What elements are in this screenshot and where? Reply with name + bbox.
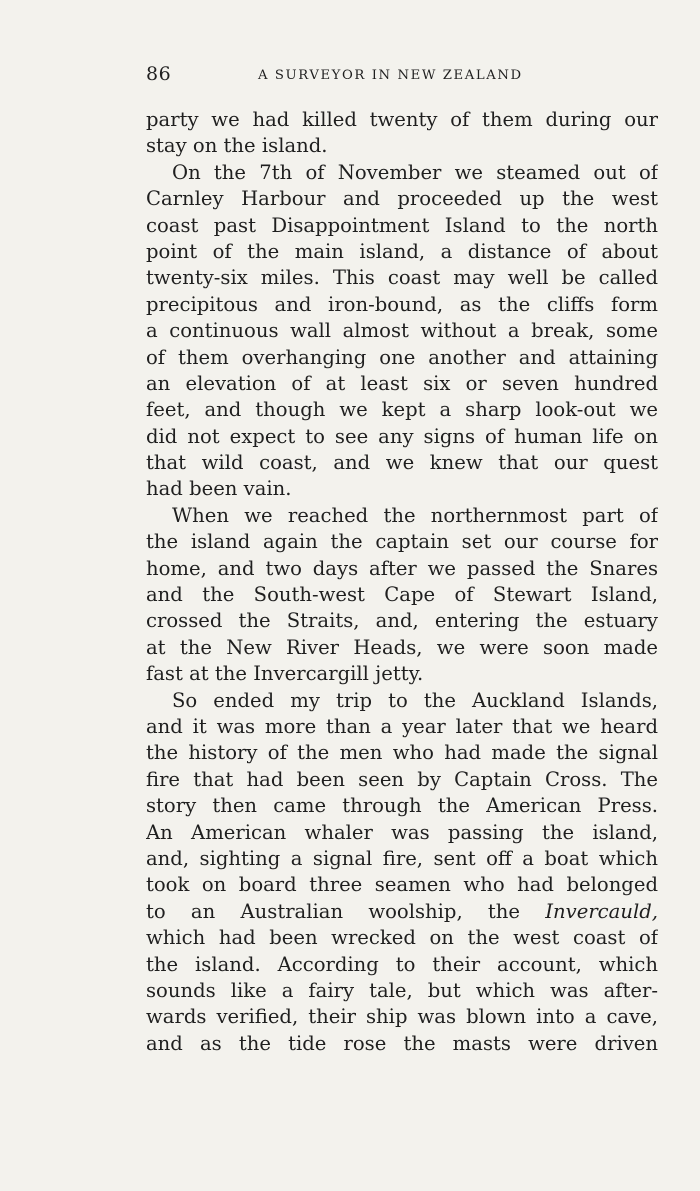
text-line: sounds like a fairy tale, but which was after- xyxy=(146,978,658,1002)
text-line: did not expect to see any signs of human life on xyxy=(146,424,658,448)
text-line: which had been wrecked on the west coast of xyxy=(146,926,658,950)
text-line: a continuous wall almost without a break, some xyxy=(146,319,658,343)
text-line: fast at the Invercargill jetty. xyxy=(146,662,424,686)
text-line: An American whaler was passing the island, xyxy=(146,820,658,844)
text-line: story then came through the American Press. xyxy=(146,794,658,818)
text-line: stay on the island. xyxy=(146,134,328,158)
text-line: the island again the captain set our course for xyxy=(146,530,658,554)
text-line xyxy=(146,899,658,925)
text-line: fire that had been seen by Captain Cross. The xyxy=(146,767,658,791)
text-line: crossed the Straits, and, entering the estuary xyxy=(146,609,658,633)
text-line: precipitous and iron-bound, as the cliffs form xyxy=(146,292,658,316)
text-line: wards verified, their ship was blown into a cave, xyxy=(146,1005,658,1029)
running-head xyxy=(146,63,658,89)
body-text xyxy=(146,107,658,1057)
text-line: feet, and though we kept a sharp look-out we xyxy=(146,398,658,422)
text-line: party we had killed twenty of them during our xyxy=(146,108,658,131)
running-title: A SURVEYOR IN NEW ZEALAND xyxy=(258,68,523,83)
text-line: So ended my trip to the Auckland Islands, xyxy=(172,688,658,712)
text-line-part: to an Australian woolship, the xyxy=(146,899,521,923)
text-line: and, sighting a signal fire, sent off a boat which xyxy=(146,846,658,870)
text-line: When we reached the northernmost part of xyxy=(172,503,658,527)
text-line: coast past Disappointment Island to the north xyxy=(146,213,658,237)
ship-name: Invercauld, xyxy=(545,899,658,923)
text-line: and it was more than a year later that we heard xyxy=(146,714,658,738)
text-line: and the South-west Cape of Stewart Island, xyxy=(146,583,658,607)
text-line: point of the main island, a distance of about xyxy=(146,239,658,263)
page-number: 86 xyxy=(146,63,172,85)
text-line: an elevation of at least six or seven hundred xyxy=(146,371,658,395)
text-line: had been vain. xyxy=(146,477,292,501)
text-line: of them overhanging one another and attaining xyxy=(146,345,658,369)
text-line: the history of the men who had made the signal xyxy=(146,741,658,765)
text-line: took on board three seamen who had belonged xyxy=(146,873,658,897)
text-line: the island. According to their account, which xyxy=(146,952,658,976)
text-line: that wild coast, and we knew that our quest xyxy=(146,451,658,475)
text-line: Carnley Harbour and proceeded up the west xyxy=(146,187,658,211)
text-line: home, and two days after we passed the Snares xyxy=(146,556,658,580)
text-line: at the New River Heads, we were soon made xyxy=(146,635,658,659)
text-line: On the 7th of November we steamed out of xyxy=(172,160,658,184)
text-line: twenty-six miles. This coast may well be called xyxy=(146,266,658,290)
text-line: and as the tide rose the masts were driven xyxy=(146,1031,658,1055)
